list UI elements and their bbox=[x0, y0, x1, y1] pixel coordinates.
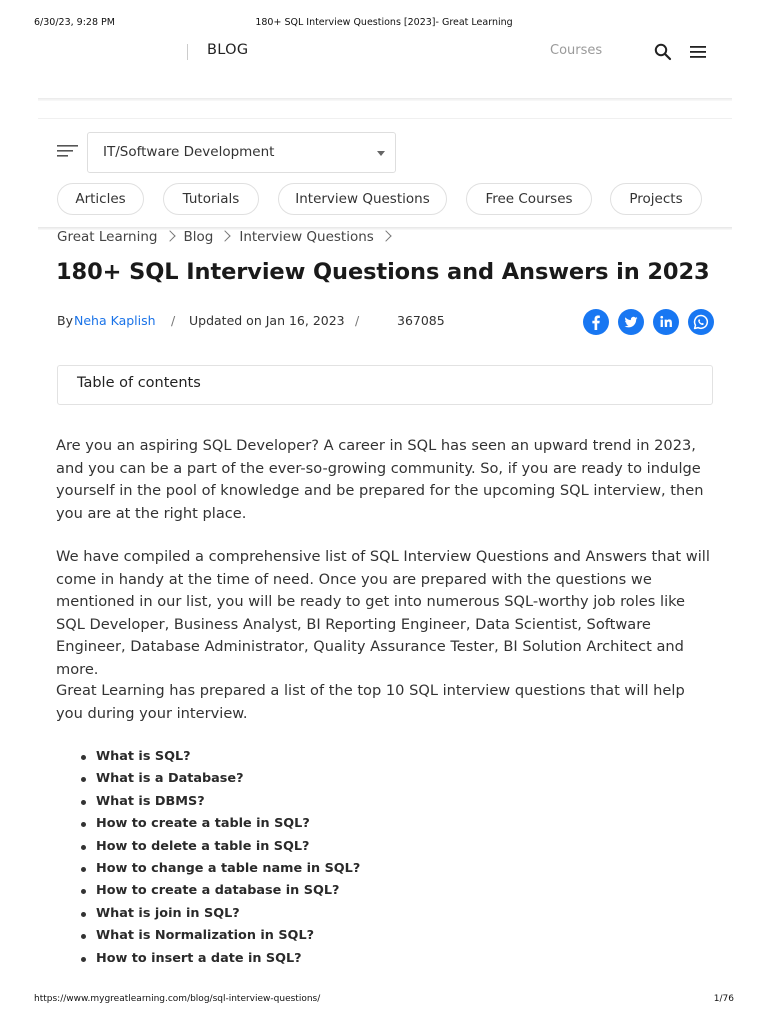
print-header bbox=[0, 17, 768, 31]
intro-paragraph-2: We have compiled a comprehensive list of SQL Interview Questions and Answers that will come in handy at the time of need. Once you are prepared with the questions we mentioned in our list, you will be ready to get into numerous SQL-worthy job roles like SQL Developer, Business Analyst, BI Reporting Engineer, Data Scientist, Software Engineer, Database Administrator, Quality Assurance Tester, BI Solution Architect and more. bbox=[56, 548, 710, 678]
intro-paragraph-1: Are you an aspiring SQL Developer? A career in SQL has seen an upward trend in 2023, and you can be a part of the ever-so-growing community. So, if you are ready to indulge yourself in the pool of knowledge and be prepared for the upcoming SQL interview, then you are at the right place. bbox=[56, 437, 704, 522]
breadcrumb bbox=[57, 229, 400, 245]
breadcrumb-interview-questions[interactable]: Interview Questions bbox=[239, 229, 374, 245]
top-questions-list bbox=[80, 746, 480, 970]
intro-paragraph-3: Great Learning has prepared a list of the top 10 SQL interview questions that will help you during your interview. bbox=[56, 682, 685, 722]
caret-down-icon bbox=[377, 151, 385, 156]
toc-label: Table of contents bbox=[77, 375, 201, 391]
linkedin-icon bbox=[653, 309, 679, 335]
list-item[interactable]: What is a Database? bbox=[80, 768, 480, 790]
pill-articles[interactable]: Articles bbox=[57, 183, 144, 215]
print-page-number: 1/76 bbox=[713, 994, 734, 1004]
list-item[interactable]: What is join in SQL? bbox=[80, 903, 480, 925]
print-url: https://www.mygreatlearning.com/blog/sql-interview-questions/ bbox=[34, 994, 321, 1004]
list-item[interactable]: How to create a database in SQL? bbox=[80, 880, 480, 902]
print-footer bbox=[0, 994, 768, 1008]
filter-lines-icon[interactable] bbox=[57, 144, 79, 160]
list-item[interactable]: How to insert a date in SQL? bbox=[80, 948, 480, 970]
category-select[interactable] bbox=[87, 132, 396, 173]
list-item[interactable]: How to delete a table in SQL? bbox=[80, 836, 480, 858]
by-label: By bbox=[57, 313, 73, 328]
list-item[interactable]: How to change a table name in SQL? bbox=[80, 858, 480, 880]
courses-link[interactable]: Courses bbox=[550, 43, 603, 58]
twitter-icon bbox=[618, 309, 644, 335]
pill-tutorials[interactable]: Tutorials bbox=[163, 183, 259, 215]
page-title: 180+ SQL Interview Questions and Answers in 2023 bbox=[56, 259, 710, 285]
whatsapp-share-button[interactable] bbox=[688, 309, 714, 335]
list-item[interactable]: What is Normalization in SQL? bbox=[80, 925, 480, 947]
view-count: 367085 bbox=[397, 313, 445, 328]
print-page-title: 180+ SQL Interview Questions [2023]- Great Learning bbox=[255, 17, 513, 28]
pill-free-courses[interactable]: Free Courses bbox=[466, 183, 592, 215]
pill-projects[interactable]: Projects bbox=[610, 183, 702, 215]
meta-separator: / bbox=[171, 313, 176, 328]
print-date: 6/30/23, 9:28 PM bbox=[34, 17, 115, 28]
facebook-icon bbox=[583, 309, 609, 335]
twitter-share-button[interactable] bbox=[618, 309, 644, 335]
list-item[interactable]: What is DBMS? bbox=[80, 791, 480, 813]
breadcrumb-blog[interactable]: Blog bbox=[183, 229, 214, 245]
hamburger-menu-icon[interactable] bbox=[689, 44, 707, 60]
header-shadow bbox=[38, 98, 732, 101]
chevron-right-icon bbox=[220, 230, 231, 241]
category-selected-value: IT/Software Development bbox=[103, 144, 275, 160]
search-icon[interactable] bbox=[653, 42, 673, 62]
list-item[interactable]: How to create a table in SQL? bbox=[80, 813, 480, 835]
chevron-right-icon bbox=[380, 230, 391, 241]
meta-separator: / bbox=[355, 313, 360, 328]
header-divider-line bbox=[38, 118, 732, 119]
whatsapp-icon bbox=[688, 309, 714, 335]
chevron-right-icon bbox=[164, 230, 175, 241]
blog-link[interactable]: BLOG bbox=[207, 42, 249, 58]
author-link[interactable]: Neha Kaplish bbox=[74, 313, 156, 328]
linkedin-share-button[interactable] bbox=[653, 309, 679, 335]
list-item[interactable]: What is SQL? bbox=[80, 746, 480, 768]
article-meta bbox=[57, 313, 457, 331]
breadcrumb-great-learning[interactable]: Great Learning bbox=[57, 229, 158, 245]
pill-interview-questions[interactable]: Interview Questions bbox=[278, 183, 447, 215]
updated-date: Updated on Jan 16, 2023 bbox=[189, 313, 345, 328]
table-of-contents[interactable] bbox=[57, 365, 713, 405]
site-header bbox=[38, 36, 732, 100]
header-divider bbox=[187, 44, 188, 60]
facebook-share-button[interactable] bbox=[583, 309, 609, 335]
